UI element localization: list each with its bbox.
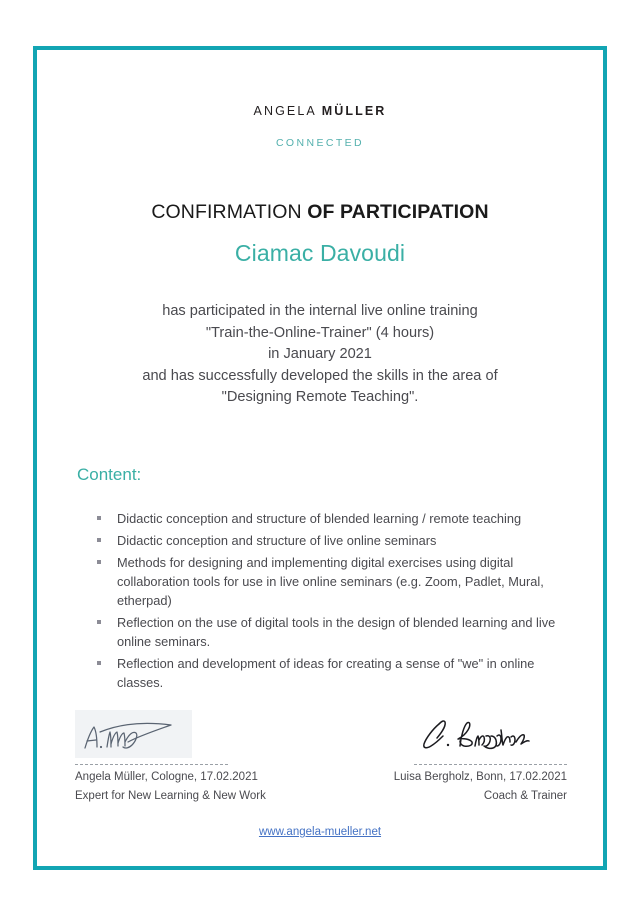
body-line: "Train-the-Online-Trainer" (4 hours) [205, 324, 435, 341]
list-item: Reflection and development of ideas for creating a sense of "we" in online classes. [95, 654, 567, 692]
signature-name-left: Angela Müller, Cologne, 17.02.2021 [75, 771, 258, 783]
recipient-name: Ciamac Davoudi [234, 240, 406, 266]
body-line: in January 2021 [268, 346, 372, 362]
brand-tagline: CONNECTED [275, 137, 365, 149]
body-line: has participated in the internal live online training [162, 303, 478, 319]
signature-divider-left [75, 764, 228, 766]
certificate-border-frame [33, 46, 607, 870]
certificate-content [37, 50, 603, 866]
signature-block-right [317, 710, 567, 804]
content-section-heading: Content: [77, 464, 142, 484]
signature-row [75, 710, 567, 804]
brand-name-last: MÜLLER [321, 104, 387, 118]
list-item: Methods for designing and implementing digital exercises using digital collaboration tools for use in live online seminars (e.g. Zoom, Padlet, Mural, etherpad) [95, 553, 567, 610]
signature-name-right: Luisa Bergholz, Bonn, 17.02.2021 [393, 771, 567, 783]
website-link[interactable]: www.angela-mueller.net [258, 826, 382, 838]
page-title [37, 201, 603, 224]
signature-block-left [75, 710, 317, 804]
certificate-body-text [37, 301, 603, 409]
list-item: Didactic conception and structure of blended learning / remote teaching [95, 509, 567, 528]
brand-name [37, 104, 603, 118]
page-title-light: CONFIRMATION [151, 201, 308, 223]
signature-divider-right [414, 764, 567, 766]
signature-role-right: Coach & Trainer [483, 790, 567, 802]
signature-image-angela-mueller [75, 710, 192, 758]
signature-image-luisa-bergholz [317, 710, 567, 758]
page-title-bold: OF PARTICIPATION [307, 201, 489, 223]
signature-role-left: Expert for New Learning & New Work [75, 790, 266, 802]
footer [37, 822, 603, 840]
signature-area [37, 710, 603, 804]
list-item: Reflection on the use of digital tools in the design of blended learning and live online seminars. [95, 613, 567, 651]
list-item: Didactic conception and structure of live online seminars [95, 531, 567, 550]
brand-name-first: ANGELA [253, 104, 322, 118]
content-bullet-list [37, 509, 603, 692]
body-line: and has successfully developed the skills in the area of [142, 367, 498, 384]
body-line: "Designing Remote Teaching". [221, 389, 419, 405]
